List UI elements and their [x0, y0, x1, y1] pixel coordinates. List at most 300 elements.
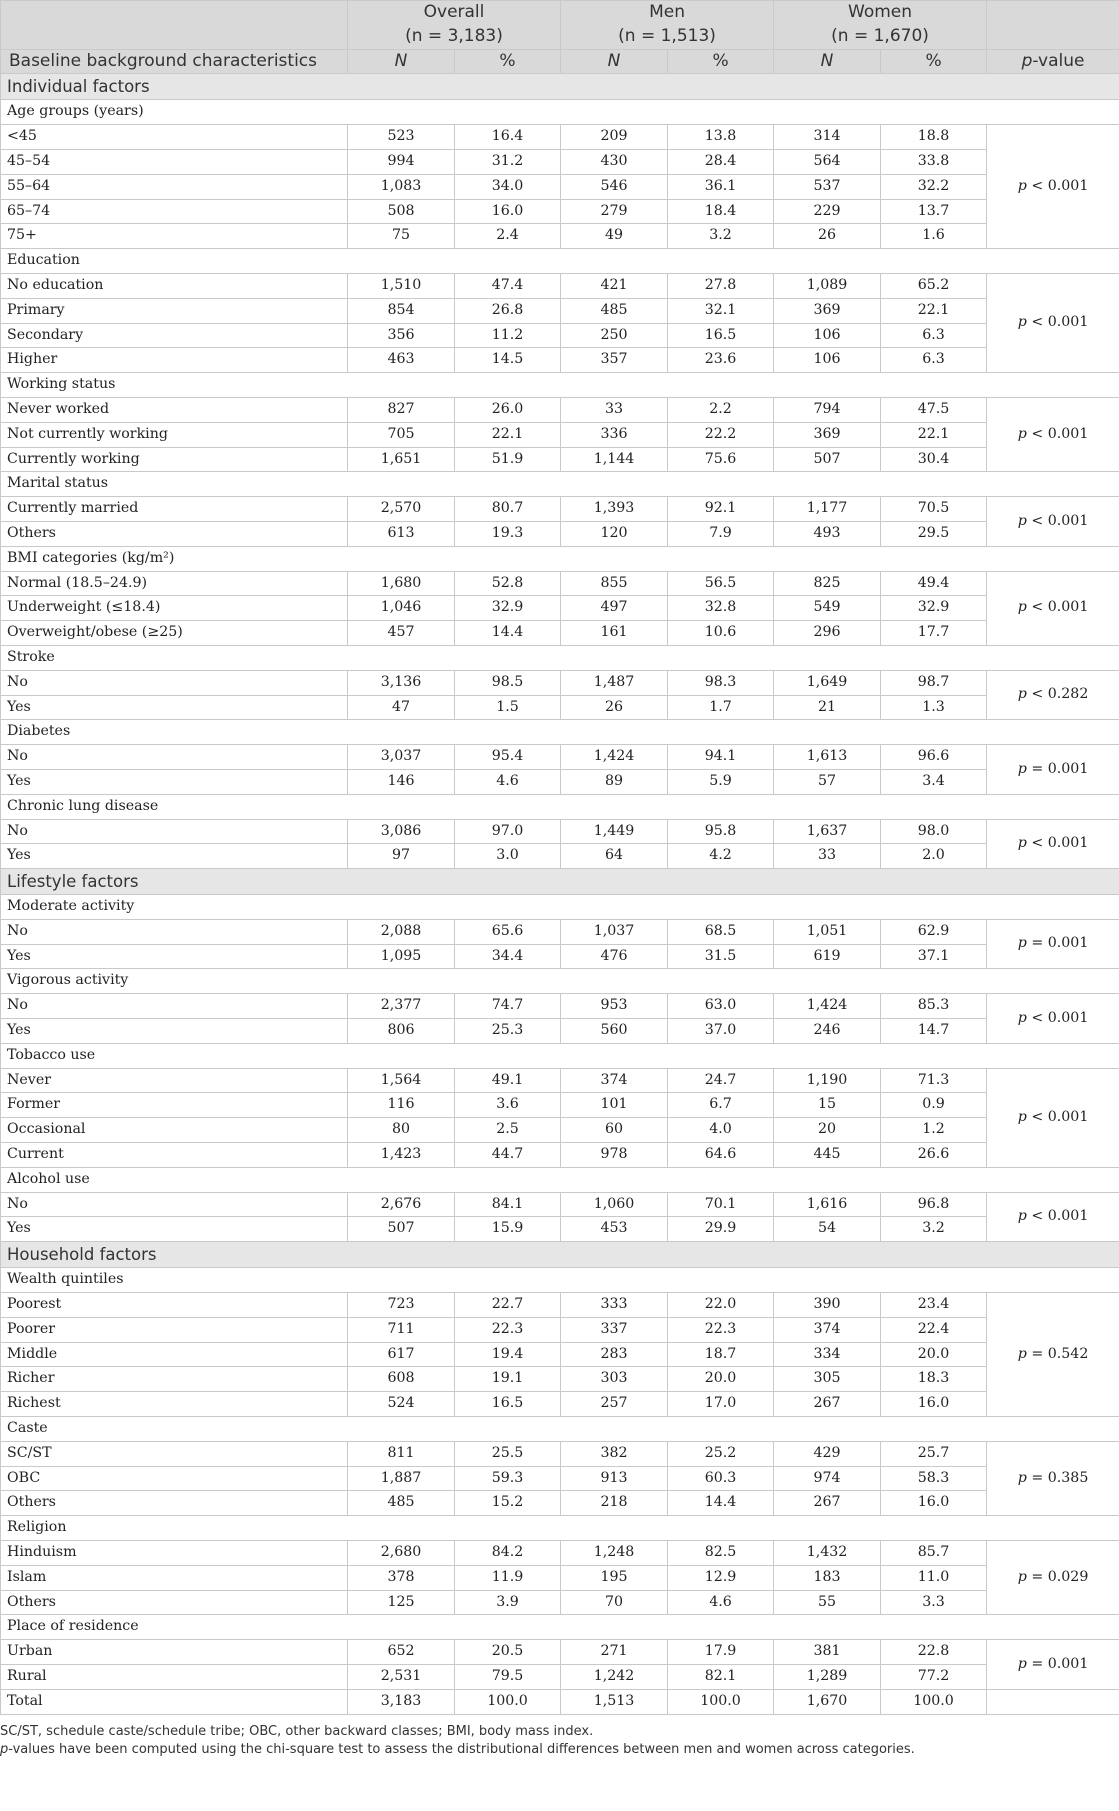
table-row [1, 571, 1119, 596]
row-value: 47.4 [455, 273, 561, 298]
p-value-cell [987, 1541, 1119, 1615]
row-value: 84.2 [455, 1541, 561, 1566]
category-label: Place of residence [1, 1615, 1119, 1640]
row-value: 64 [561, 844, 668, 869]
p-value-text: < 0.001 [1026, 1009, 1089, 1026]
row-value: 296 [774, 621, 881, 646]
row-value: 22.3 [455, 1317, 561, 1342]
row-value: 27.8 [668, 273, 774, 298]
table-row [1, 125, 1119, 150]
row-value: 369 [774, 422, 881, 447]
row-value: 523 [348, 125, 455, 150]
category-row [1, 249, 1119, 274]
row-value: 1,680 [348, 571, 455, 596]
row-value: 2.5 [455, 1118, 561, 1143]
row-value: 1,613 [774, 745, 881, 770]
row-value: 16.4 [455, 125, 561, 150]
row-label: Underweight (≤18.4) [1, 596, 348, 621]
row-label: Never worked [1, 397, 348, 422]
row-value: 382 [561, 1441, 668, 1466]
row-value: 23.4 [881, 1293, 987, 1318]
row-value: 49.1 [455, 1068, 561, 1093]
header-pct: % [881, 49, 987, 74]
row-value: 1,242 [561, 1665, 668, 1690]
row-value: 218 [561, 1491, 668, 1516]
row-value: 271 [561, 1640, 668, 1665]
row-value: 4.6 [455, 769, 561, 794]
row-value: 619 [774, 944, 881, 969]
row-value: 47 [348, 695, 455, 720]
row-label: OBC [1, 1466, 348, 1491]
row-label: Poorest [1, 1293, 348, 1318]
row-label: Yes [1, 844, 348, 869]
row-value: 60 [561, 1118, 668, 1143]
table-row [1, 1342, 1119, 1367]
table-row [1, 1293, 1119, 1318]
p-value-text: = 0.001 [1026, 1655, 1089, 1672]
row-value: 60.3 [668, 1466, 774, 1491]
row-value: 57 [774, 769, 881, 794]
table-row [1, 1143, 1119, 1168]
row-value: 161 [561, 621, 668, 646]
row-value: 16.5 [455, 1392, 561, 1417]
table-footnotes [0, 1715, 1119, 1759]
p-value-text: = 0.029 [1026, 1568, 1089, 1585]
p-value-symbol: p [1017, 760, 1027, 777]
table-row [1, 596, 1119, 621]
table-row [1, 348, 1119, 373]
row-value: 953 [561, 994, 668, 1019]
row-value: 32.8 [668, 596, 774, 621]
row-label: Former [1, 1093, 348, 1118]
row-value: 17.9 [668, 1640, 774, 1665]
row-value: 16.0 [881, 1491, 987, 1516]
row-value: 1,887 [348, 1466, 455, 1491]
row-value: 546 [561, 174, 668, 199]
row-label: <45 [1, 125, 348, 150]
row-value: 92.1 [668, 497, 774, 522]
header-group-overall [348, 1, 561, 50]
row-value: 356 [348, 323, 455, 348]
row-label: Richer [1, 1367, 348, 1392]
table-row [1, 1217, 1119, 1242]
row-value: 85.7 [881, 1541, 987, 1566]
row-label: No [1, 994, 348, 1019]
row-value: 4.6 [668, 1590, 774, 1615]
row-value: 421 [561, 273, 668, 298]
row-value: 994 [348, 149, 455, 174]
row-value: 51.9 [455, 447, 561, 472]
p-value-symbol: p [1017, 512, 1027, 529]
row-value: 96.8 [881, 1192, 987, 1217]
row-value: 22.1 [455, 422, 561, 447]
table-row [1, 497, 1119, 522]
header-n: N [348, 49, 455, 74]
row-label: Never [1, 1068, 348, 1093]
row-value: 337 [561, 1317, 668, 1342]
row-value: 978 [561, 1143, 668, 1168]
table-row [1, 1019, 1119, 1044]
row-value: 303 [561, 1367, 668, 1392]
row-label: 55–64 [1, 174, 348, 199]
table-row [1, 1491, 1119, 1516]
row-value: 62.9 [881, 919, 987, 944]
row-label: Rural [1, 1665, 348, 1690]
row-value: 33.8 [881, 149, 987, 174]
row-value: 80 [348, 1118, 455, 1143]
row-value: 2,680 [348, 1541, 455, 1566]
row-value: 20.0 [881, 1342, 987, 1367]
table-row [1, 1192, 1119, 1217]
row-value: 13.7 [881, 199, 987, 224]
table-row [1, 1466, 1119, 1491]
row-value: 44.7 [455, 1143, 561, 1168]
row-value: 106 [774, 323, 881, 348]
row-value: 913 [561, 1466, 668, 1491]
category-row [1, 1167, 1119, 1192]
row-value: 32.1 [668, 298, 774, 323]
row-value: 3.3 [881, 1590, 987, 1615]
row-value: 5.9 [668, 769, 774, 794]
row-value: 80.7 [455, 497, 561, 522]
row-value: 70.1 [668, 1192, 774, 1217]
row-label: No [1, 919, 348, 944]
row-value: 63.0 [668, 994, 774, 1019]
table-row [1, 1367, 1119, 1392]
row-value: 125 [348, 1590, 455, 1615]
row-value: 378 [348, 1565, 455, 1590]
row-label: 75+ [1, 224, 348, 249]
row-value: 26.0 [455, 397, 561, 422]
row-value: 11.9 [455, 1565, 561, 1590]
total-value: 3,183 [348, 1689, 455, 1714]
row-value: 3.0 [455, 844, 561, 869]
section-title: Lifestyle factors [1, 869, 1119, 895]
row-value: 1,051 [774, 919, 881, 944]
row-value: 305 [774, 1367, 881, 1392]
row-value: 31.5 [668, 944, 774, 969]
total-value: 1,670 [774, 1689, 881, 1714]
row-value: 1,423 [348, 1143, 455, 1168]
footnote-pvalue [0, 1741, 1119, 1759]
p-value-symbol: p [1017, 1345, 1027, 1362]
row-value: 1.2 [881, 1118, 987, 1143]
p-value-text: < 0.282 [1026, 686, 1089, 703]
table-row [1, 670, 1119, 695]
row-value: 97.0 [455, 819, 561, 844]
section-title: Individual factors [1, 74, 1119, 100]
row-value: 33 [561, 397, 668, 422]
row-value: 106 [774, 348, 881, 373]
row-value: 22.4 [881, 1317, 987, 1342]
row-value: 14.4 [455, 621, 561, 646]
row-value: 97 [348, 844, 455, 869]
p-value-text: < 0.001 [1026, 512, 1089, 529]
row-value: 116 [348, 1093, 455, 1118]
table-row [1, 695, 1119, 720]
row-value: 2.0 [881, 844, 987, 869]
row-value: 75 [348, 224, 455, 249]
table-row [1, 1441, 1119, 1466]
row-value: 146 [348, 769, 455, 794]
header-n: N [774, 49, 881, 74]
row-value: 854 [348, 298, 455, 323]
row-label: No [1, 819, 348, 844]
p-value-symbol: p [1017, 314, 1027, 331]
row-value: 1,651 [348, 447, 455, 472]
p-value-symbol: p [1017, 1108, 1027, 1125]
row-value: 94.1 [668, 745, 774, 770]
category-label: Stroke [1, 645, 1119, 670]
row-value: 22.1 [881, 422, 987, 447]
row-value: 82.5 [668, 1541, 774, 1566]
row-value: 49 [561, 224, 668, 249]
row-value: 1,089 [774, 273, 881, 298]
row-value: 28.4 [668, 149, 774, 174]
table-row [1, 174, 1119, 199]
row-label: SC/ST [1, 1441, 348, 1466]
row-value: 19.3 [455, 521, 561, 546]
table-row [1, 298, 1119, 323]
p-value-text: < 0.001 [1026, 314, 1089, 331]
footnote-pvalue-text: -values have been computed using the chi-square test to assess the distributional differences between men and women across categories. [8, 1741, 915, 1757]
row-label: No education [1, 273, 348, 298]
row-value: 26 [774, 224, 881, 249]
row-value: 68.5 [668, 919, 774, 944]
section-row [1, 1242, 1119, 1268]
row-value: 14.5 [455, 348, 561, 373]
row-label: Current [1, 1143, 348, 1168]
row-value: 29.5 [881, 521, 987, 546]
p-value-symbol: p [1017, 1208, 1027, 1225]
row-value: 22.3 [668, 1317, 774, 1342]
p-value-text: < 0.001 [1026, 177, 1089, 194]
section-title: Household factors [1, 1242, 1119, 1268]
table-row [1, 199, 1119, 224]
row-value: 195 [561, 1565, 668, 1590]
row-value: 652 [348, 1640, 455, 1665]
total-row [1, 1689, 1119, 1714]
row-value: 333 [561, 1293, 668, 1318]
row-label: Normal (18.5–24.9) [1, 571, 348, 596]
row-value: 33 [774, 844, 881, 869]
header-group-n: (n = 1,670) [831, 25, 929, 46]
p-value-cell [987, 919, 1119, 969]
row-value: 56.5 [668, 571, 774, 596]
row-label: Currently working [1, 447, 348, 472]
row-label: Richest [1, 1392, 348, 1417]
row-value: 1.6 [881, 224, 987, 249]
row-value: 95.4 [455, 745, 561, 770]
header-pct: % [455, 49, 561, 74]
category-label: Age groups (years) [1, 100, 1119, 125]
row-value: 564 [774, 149, 881, 174]
row-value: 369 [774, 298, 881, 323]
row-label: Middle [1, 1342, 348, 1367]
row-value: 32.9 [881, 596, 987, 621]
row-value: 1,190 [774, 1068, 881, 1093]
row-value: 11.2 [455, 323, 561, 348]
row-label: Yes [1, 1019, 348, 1044]
p-value-symbol: p [1017, 1009, 1027, 1026]
row-value: 26.6 [881, 1143, 987, 1168]
row-value: 75.6 [668, 447, 774, 472]
category-label: Wealth quintiles [1, 1268, 1119, 1293]
row-label: Others [1, 1491, 348, 1516]
row-value: 507 [774, 447, 881, 472]
row-label: Secondary [1, 323, 348, 348]
category-label: Moderate activity [1, 895, 1119, 920]
table-row [1, 1118, 1119, 1143]
row-value: 20.0 [668, 1367, 774, 1392]
row-label: Yes [1, 695, 348, 720]
category-row [1, 100, 1119, 125]
p-value-cell [987, 1192, 1119, 1242]
p-value-symbol: p [1017, 1469, 1027, 1486]
header-group-name: Overall [423, 2, 485, 22]
category-label: Alcohol use [1, 1167, 1119, 1192]
table-row [1, 1392, 1119, 1417]
row-value: 3,086 [348, 819, 455, 844]
category-label: Working status [1, 373, 1119, 398]
row-value: 18.3 [881, 1367, 987, 1392]
row-value: 15.9 [455, 1217, 561, 1242]
category-label: Education [1, 249, 1119, 274]
row-value: 794 [774, 397, 881, 422]
category-label: Caste [1, 1417, 1119, 1442]
row-value: 7.9 [668, 521, 774, 546]
row-label: Yes [1, 1217, 348, 1242]
row-label: Primary [1, 298, 348, 323]
row-value: 974 [774, 1466, 881, 1491]
row-value: 74.7 [455, 994, 561, 1019]
p-value-text: = 0.001 [1026, 760, 1089, 777]
row-value: 4.0 [668, 1118, 774, 1143]
row-label: Yes [1, 944, 348, 969]
header-blank [987, 1, 1119, 50]
p-value-cell [987, 819, 1119, 869]
row-value: 453 [561, 1217, 668, 1242]
row-value: 1,060 [561, 1192, 668, 1217]
table-row [1, 273, 1119, 298]
row-value: 25.2 [668, 1441, 774, 1466]
row-value: 560 [561, 1019, 668, 1044]
row-value: 2,531 [348, 1665, 455, 1690]
category-row [1, 1043, 1119, 1068]
row-value: 17.0 [668, 1392, 774, 1417]
row-value: 25.7 [881, 1441, 987, 1466]
row-value: 14.7 [881, 1019, 987, 1044]
section-row [1, 869, 1119, 895]
row-value: 537 [774, 174, 881, 199]
row-value: 30.4 [881, 447, 987, 472]
row-value: 3.9 [455, 1590, 561, 1615]
row-value: 1,487 [561, 670, 668, 695]
row-label: Overweight/obese (≥25) [1, 621, 348, 646]
row-value: 32.9 [455, 596, 561, 621]
row-value: 1.3 [881, 695, 987, 720]
row-value: 336 [561, 422, 668, 447]
header-group-n: (n = 3,183) [405, 25, 503, 46]
row-value: 84.1 [455, 1192, 561, 1217]
table-row [1, 422, 1119, 447]
p-value-cell [987, 125, 1119, 249]
row-value: 65.2 [881, 273, 987, 298]
row-value: 1,393 [561, 497, 668, 522]
row-value: 2.4 [455, 224, 561, 249]
row-value: 71.3 [881, 1068, 987, 1093]
row-value: 0.9 [881, 1093, 987, 1118]
row-value: 1,637 [774, 819, 881, 844]
row-label: Urban [1, 1640, 348, 1665]
header-row-groups [1, 1, 1119, 50]
row-value: 32.2 [881, 174, 987, 199]
row-value: 246 [774, 1019, 881, 1044]
row-value: 1.7 [668, 695, 774, 720]
category-row [1, 1615, 1119, 1640]
row-value: 549 [774, 596, 881, 621]
row-value: 3.2 [881, 1217, 987, 1242]
row-value: 34.0 [455, 174, 561, 199]
table-row [1, 1665, 1119, 1690]
p-value-text: < 0.001 [1026, 1208, 1089, 1225]
row-value: 1,424 [561, 745, 668, 770]
row-value: 18.8 [881, 125, 987, 150]
row-value: 1,649 [774, 670, 881, 695]
section-row [1, 74, 1119, 100]
category-row [1, 969, 1119, 994]
row-value: 1,144 [561, 447, 668, 472]
p-value-symbol: p [1017, 935, 1027, 952]
category-row [1, 720, 1119, 745]
row-value: 1,177 [774, 497, 881, 522]
p-value-text: = 0.385 [1026, 1469, 1089, 1486]
row-value: 58.3 [881, 1466, 987, 1491]
table-row [1, 323, 1119, 348]
table-row [1, 1590, 1119, 1615]
row-value: 3,037 [348, 745, 455, 770]
row-value: 723 [348, 1293, 455, 1318]
p-value-cell [987, 571, 1119, 645]
row-value: 390 [774, 1293, 881, 1318]
category-label: Tobacco use [1, 1043, 1119, 1068]
row-value: 430 [561, 149, 668, 174]
row-value: 6.3 [881, 348, 987, 373]
row-value: 1,424 [774, 994, 881, 1019]
row-value: 374 [561, 1068, 668, 1093]
row-value: 64.6 [668, 1143, 774, 1168]
row-value: 1,616 [774, 1192, 881, 1217]
table-row [1, 919, 1119, 944]
row-value: 283 [561, 1342, 668, 1367]
row-value: 485 [561, 298, 668, 323]
row-value: 493 [774, 521, 881, 546]
row-value: 98.3 [668, 670, 774, 695]
row-value: 120 [561, 521, 668, 546]
row-value: 334 [774, 1342, 881, 1367]
row-value: 445 [774, 1143, 881, 1168]
row-value: 31.2 [455, 149, 561, 174]
p-value-text: = 0.542 [1026, 1345, 1089, 1362]
row-value: 16.0 [881, 1392, 987, 1417]
p-value-cell [987, 1068, 1119, 1167]
category-label: BMI categories (kg/m²) [1, 546, 1119, 571]
row-value: 705 [348, 422, 455, 447]
header-n: N [561, 49, 668, 74]
row-value: 18.4 [668, 199, 774, 224]
row-value: 20.5 [455, 1640, 561, 1665]
category-row [1, 1516, 1119, 1541]
